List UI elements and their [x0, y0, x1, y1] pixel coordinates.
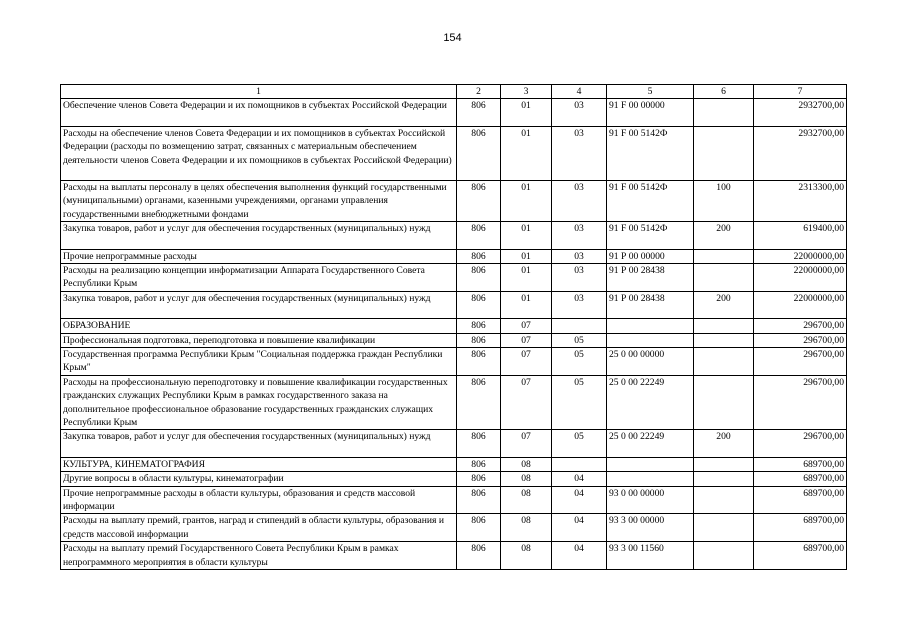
table-row — [61, 486, 847, 514]
row-amount: 689700,00 — [754, 542, 847, 570]
column-header: 1 — [61, 85, 457, 99]
row-target-article-code — [607, 472, 694, 486]
row-expense-type-code — [694, 375, 754, 430]
row-amount: 296700,00 — [754, 430, 847, 457]
row-target-article-code — [607, 333, 694, 347]
row-section-code: 08 — [501, 472, 552, 486]
row-target-article-code: 91 F 00 00000 — [607, 99, 694, 126]
row-admin-code: 806 — [457, 264, 501, 292]
column-header: 3 — [501, 85, 552, 99]
row-section-code: 01 — [501, 99, 552, 126]
row-admin-code: 806 — [457, 249, 501, 263]
row-amount: 689700,00 — [754, 457, 847, 471]
row-subsection-code — [552, 457, 607, 471]
row-description: Расходы на выплаты персоналу в целях обеспечения выполнения функций государственными (муниципальными) органами, казенными учреждениями, органами управления государственными внебюджетными фондами — [61, 180, 457, 221]
row-amount: 689700,00 — [754, 486, 847, 514]
row-expense-type-code — [694, 126, 754, 180]
header-row — [61, 85, 847, 99]
row-expense-type-code: 200 — [694, 430, 754, 457]
table-row — [61, 472, 847, 486]
row-admin-code: 806 — [457, 333, 501, 347]
row-amount: 22000000,00 — [754, 249, 847, 263]
column-header: 2 — [457, 85, 501, 99]
row-expense-type-code — [694, 486, 754, 514]
row-admin-code: 806 — [457, 348, 501, 376]
row-target-article-code — [607, 457, 694, 471]
row-target-article-code: 91 Р 00 28438 — [607, 291, 694, 318]
row-section-code: 07 — [501, 375, 552, 430]
table-row — [61, 264, 847, 292]
row-section-code: 08 — [501, 486, 552, 514]
table-row — [61, 180, 847, 221]
row-amount: 22000000,00 — [754, 264, 847, 292]
row-target-article-code: 91 F 00 5142Ф — [607, 126, 694, 180]
row-expense-type-code — [694, 319, 754, 333]
row-amount: 2932700,00 — [754, 99, 847, 126]
row-expense-type-code — [694, 348, 754, 376]
table-row — [61, 457, 847, 471]
row-admin-code: 806 — [457, 457, 501, 471]
row-section-code: 01 — [501, 180, 552, 221]
row-expense-type-code — [694, 99, 754, 126]
row-amount: 619400,00 — [754, 222, 847, 249]
row-expense-type-code — [694, 514, 754, 542]
row-amount: 296700,00 — [754, 375, 847, 430]
row-amount: 296700,00 — [754, 333, 847, 347]
row-subsection-code: 03 — [552, 222, 607, 249]
row-target-article-code: 91 F 00 5142Ф — [607, 222, 694, 249]
row-section-code: 01 — [501, 222, 552, 249]
row-description: Расходы на выплату премий, грантов, наград и стипендий в области культуры, образования и средств массовой информации — [61, 514, 457, 542]
row-subsection-code: 03 — [552, 180, 607, 221]
row-subsection-code: 05 — [552, 333, 607, 347]
table-row — [61, 514, 847, 542]
row-subsection-code: 04 — [552, 472, 607, 486]
row-target-article-code: 93 0 00 00000 — [607, 486, 694, 514]
row-admin-code: 806 — [457, 180, 501, 221]
row-subsection-code: 03 — [552, 249, 607, 263]
table-row — [61, 319, 847, 333]
row-target-article-code: 93 3 00 00000 — [607, 514, 694, 542]
row-section-code: 01 — [501, 126, 552, 180]
row-section-code: 01 — [501, 249, 552, 263]
row-expense-type-code — [694, 249, 754, 263]
row-admin-code: 806 — [457, 472, 501, 486]
row-description: ОБРАЗОВАНИЕ — [61, 319, 457, 333]
row-expense-type-code: 200 — [694, 222, 754, 249]
row-description: Расходы на выплату премий Государственного Совета Республики Крым в рамках непрограммного мероприятия в области культуры — [61, 542, 457, 570]
table-row — [61, 99, 847, 126]
row-amount: 22000000,00 — [754, 291, 847, 318]
row-subsection-code: 04 — [552, 514, 607, 542]
row-expense-type-code — [694, 472, 754, 486]
row-amount: 689700,00 — [754, 514, 847, 542]
row-description: Обеспечение членов Совета Федерации и их помощников в субъектах Российской Федерации — [61, 99, 457, 126]
row-amount: 2313300,00 — [754, 180, 847, 221]
row-amount: 296700,00 — [754, 319, 847, 333]
row-admin-code: 806 — [457, 319, 501, 333]
row-subsection-code: 05 — [552, 375, 607, 430]
row-admin-code: 806 — [457, 514, 501, 542]
budget-table — [60, 84, 847, 570]
column-header: 4 — [552, 85, 607, 99]
row-expense-type-code — [694, 457, 754, 471]
row-description: Закупка товаров, работ и услуг для обеспечения государственных (муниципальных) нужд — [61, 430, 457, 457]
table-row — [61, 375, 847, 430]
row-description: Закупка товаров, работ и услуг для обеспечения государственных (муниципальных) нужд — [61, 291, 457, 318]
row-admin-code: 806 — [457, 486, 501, 514]
row-section-code: 08 — [501, 457, 552, 471]
row-description: Прочие непрограммные расходы — [61, 249, 457, 263]
row-target-article-code: 91 F 00 5142Ф — [607, 180, 694, 221]
row-subsection-code: 04 — [552, 542, 607, 570]
row-admin-code: 806 — [457, 99, 501, 126]
row-subsection-code: 03 — [552, 291, 607, 318]
row-admin-code: 806 — [457, 430, 501, 457]
row-subsection-code: 03 — [552, 126, 607, 180]
row-expense-type-code: 200 — [694, 291, 754, 318]
row-target-article-code: 25 0 00 22249 — [607, 375, 694, 430]
row-description: Расходы на обеспечение членов Совета Федерации и их помощников в субъектах Российской Федерации (расходы по возмещению затрат, связанных с материальным обеспечением деятельности членов Совета Федерации и их помощников в субъектах Российской Федерации) — [61, 126, 457, 180]
row-section-code: 01 — [501, 264, 552, 292]
table-header — [61, 85, 847, 99]
page-number: 154 — [443, 32, 462, 44]
row-amount: 689700,00 — [754, 472, 847, 486]
table-row — [61, 333, 847, 347]
row-admin-code: 806 — [457, 542, 501, 570]
row-expense-type-code — [694, 264, 754, 292]
row-target-article-code: 93 3 00 11560 — [607, 542, 694, 570]
row-expense-type-code — [694, 542, 754, 570]
table-row — [61, 430, 847, 457]
table-row — [61, 291, 847, 318]
row-description: Другие вопросы в области культуры, кинематографии — [61, 472, 457, 486]
row-subsection-code: 04 — [552, 486, 607, 514]
table-row — [61, 222, 847, 249]
table-body — [61, 99, 847, 570]
row-target-article-code: 91 Р 00 00000 — [607, 249, 694, 263]
row-section-code: 01 — [501, 291, 552, 318]
table-row — [61, 348, 847, 376]
table-row — [61, 542, 847, 570]
row-target-article-code: 91 Р 00 28438 — [607, 264, 694, 292]
row-section-code: 08 — [501, 542, 552, 570]
column-header: 6 — [694, 85, 754, 99]
row-section-code: 07 — [501, 348, 552, 376]
row-admin-code: 806 — [457, 222, 501, 249]
column-header: 5 — [607, 85, 694, 99]
row-admin-code: 806 — [457, 126, 501, 180]
row-admin-code: 806 — [457, 375, 501, 430]
row-description: Прочие непрограммные расходы в области культуры, образования и средств массовой информации — [61, 486, 457, 514]
table-row — [61, 126, 847, 180]
row-description: Профессиональная подготовка, переподготовка и повышение квалификации — [61, 333, 457, 347]
row-description: Государственная программа Республики Крым "Социальная поддержка граждан Республики Крым" — [61, 348, 457, 376]
row-amount: 296700,00 — [754, 348, 847, 376]
row-subsection-code: 05 — [552, 348, 607, 376]
row-subsection-code — [552, 319, 607, 333]
row-target-article-code: 25 0 00 00000 — [607, 348, 694, 376]
row-section-code: 07 — [501, 333, 552, 347]
column-header: 7 — [754, 85, 847, 99]
row-expense-type-code — [694, 333, 754, 347]
row-expense-type-code: 100 — [694, 180, 754, 221]
row-amount: 2932700,00 — [754, 126, 847, 180]
row-description: Расходы на реализацию концепции информатизации Аппарата Государственного Совета Республики Крым — [61, 264, 457, 292]
row-description: Закупка товаров, работ и услуг для обеспечения государственных (муниципальных) нужд — [61, 222, 457, 249]
row-subsection-code: 03 — [552, 99, 607, 126]
row-description: Расходы на профессиональную переподготовку и повышение квалификации государственных гражданских служащих Республики Крым в рамках государственного заказа на дополнительное профессиональное образование государственных гражданских служащих Республики Крым — [61, 375, 457, 430]
row-section-code: 07 — [501, 319, 552, 333]
table-row — [61, 249, 847, 263]
row-section-code: 08 — [501, 514, 552, 542]
row-target-article-code: 25 0 00 22249 — [607, 430, 694, 457]
row-target-article-code — [607, 319, 694, 333]
row-admin-code: 806 — [457, 291, 501, 318]
row-subsection-code: 03 — [552, 264, 607, 292]
row-section-code: 07 — [501, 430, 552, 457]
row-description: КУЛЬТУРА, КИНЕМАТОГРАФИЯ — [61, 457, 457, 471]
row-subsection-code: 05 — [552, 430, 607, 457]
